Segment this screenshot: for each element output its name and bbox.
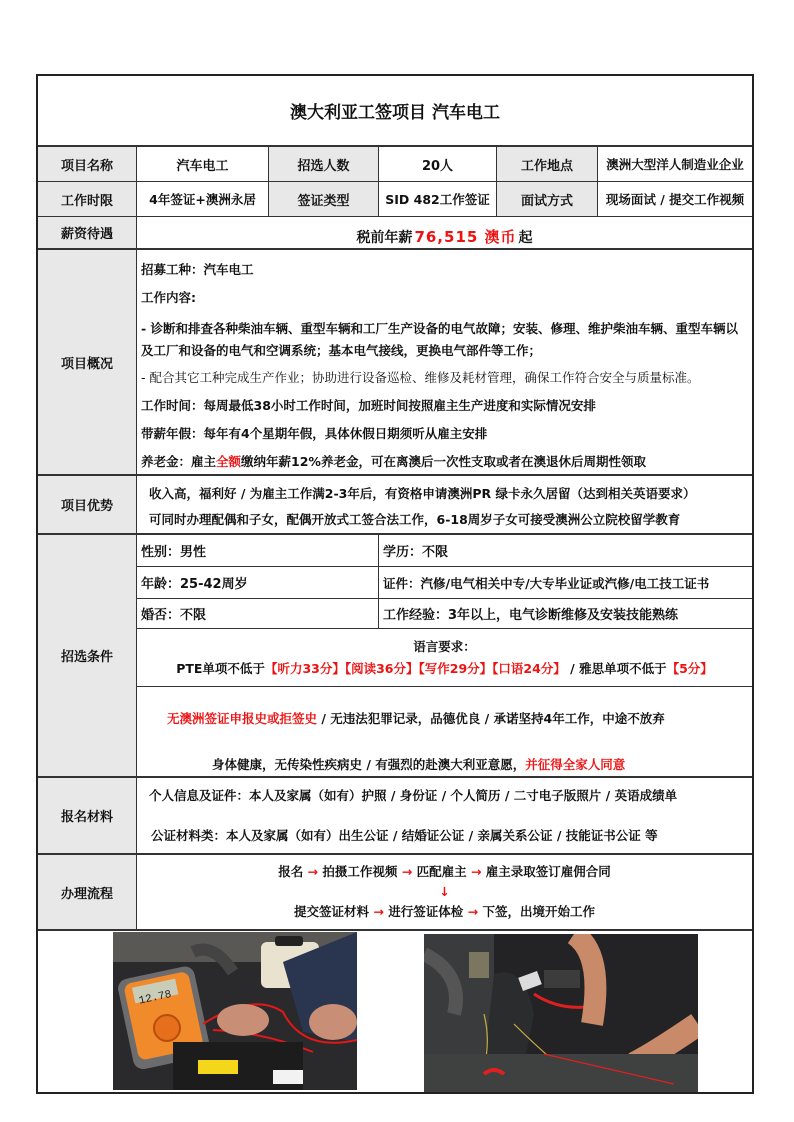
overview-content-heading: 工作内容: <box>141 290 196 305</box>
advantages-content <box>137 476 752 535</box>
pension-highlight: 全额 <box>216 454 242 469</box>
process-step-1: 报名 <box>278 864 304 879</box>
interview-value: 现场面试 / 提交工作视频 <box>598 182 752 217</box>
photo-multimeter <box>113 932 357 1090</box>
overview-job-type: 招募工种：汽车电工 <box>141 262 254 277</box>
pte-listening: 【听力33分】 <box>264 660 345 676</box>
condition-experience: 工作经验：3年以上，电气诊断维修及安装技能熟练 <box>379 599 752 629</box>
location-value: 澳洲大型洋人制造业企业 <box>598 147 752 182</box>
location-label: 工作地点 <box>497 147 598 182</box>
salary-value <box>137 217 752 250</box>
conduct-2-rest: 身体健康，无传染性疾病史 / 有强烈的赴澳大利亚意愿， <box>212 757 526 772</box>
ielts-score: 【5分】 <box>666 660 713 676</box>
process-step-7: 下签，出境开始工作 <box>482 904 595 919</box>
materials-label: 报名材料 <box>38 778 137 855</box>
process-step-3: 匹配雇主 <box>416 864 467 879</box>
overview-content <box>137 250 752 476</box>
project-name-value: 汽车电工 <box>137 147 269 182</box>
process-label: 办理流程 <box>38 855 137 931</box>
pte-reading: 【阅读36分】 <box>344 660 419 676</box>
multimeter-photo-icon <box>113 932 357 1090</box>
overview-duty-1: - 诊断和排查各种柴油车辆、重型车辆和工厂生产设备的电气故障；安装、修理、维护柴油车辆、重型车辆以及工厂和设备的电气和空调系统；基本电气接线，更换电气部件等工作； <box>141 321 739 358</box>
ielts-prefix: / 雅思单项不低于 <box>565 660 667 676</box>
advantages-line-1: 收入高，福利好 / 为雇主工作满2-3年后，有资格申请澳洲PR 绿卡永久居留（达到相关英语要求） <box>149 486 696 501</box>
process-row-2 <box>294 904 595 920</box>
svg-text:12.78: 12.78 <box>137 988 173 1008</box>
salary-label: 薪资待遇 <box>38 217 137 250</box>
advantages-label: 项目优势 <box>38 476 137 535</box>
pension-suffix: 缴纳年薪12%养老金，可在离澳后一次性支取或者在澳退休后周期性领取 <box>241 454 646 469</box>
arrow-right-icon: → <box>463 904 483 919</box>
overview-label: 项目概况 <box>38 250 137 476</box>
headcount-label: 招选人数 <box>269 147 379 182</box>
materials-line-2: 公证材料类：本人及家属（如有）出生公证 / 结婚证公证 / 亲属关系公证 / 技能证书公证 等 <box>151 828 658 843</box>
conditions-label: 招选条件 <box>38 535 137 778</box>
condition-language <box>137 629 752 687</box>
page-title: 澳大利亚工签项目 汽车电工 <box>38 76 752 147</box>
pte-speaking: 【口语24分】 <box>492 660 566 676</box>
pte-writing: 【写作29分】 <box>418 660 493 676</box>
condition-age: 年龄：25-42周岁 <box>137 567 379 599</box>
conduct-2-red: 并征得全家人同意 <box>525 757 626 772</box>
visa-value: SID 482工作签证 <box>379 182 497 217</box>
salary-prefix: 税前年薪 <box>356 229 413 246</box>
pension-prefix: 养老金：雇主 <box>141 454 217 469</box>
term-label: 工作时限 <box>38 182 137 217</box>
overview-pension <box>141 454 646 470</box>
salary-suffix: 起 <box>518 229 533 246</box>
language-requirements <box>176 661 713 677</box>
condition-certificate: 证件：汽修/电气相关中专/大专毕业证或汽修/电工技工证书 <box>379 567 752 599</box>
materials-line-1: 个人信息及证件：本人及家属（如有）护照 / 身份证 / 个人简历 / 二寸电子版照片 / 英语成绩单 <box>149 788 678 803</box>
overview-leave: 带薪年假：每年有4个星期年假，具体休假日期须听从雇主安排 <box>141 426 488 441</box>
condition-gender: 性别：男性 <box>137 535 379 567</box>
process-step-2: 拍摄工作视频 <box>322 864 398 879</box>
job-sheet <box>36 74 754 1094</box>
conduct-line-1 <box>167 711 665 727</box>
process-content <box>137 855 752 931</box>
overview-duty-2: - 配合其它工种完成生产作业；协助进行设备巡检、维修及耗材管理，确保工作符合安全与质量标准。 <box>141 370 700 385</box>
photo-wiring <box>424 934 698 1092</box>
overview-hours: 工作时间：每周最低38小时工作时间，加班时间按照雇主生产进度和实际情况安排 <box>141 398 596 413</box>
condition-conduct <box>137 687 752 778</box>
conduct-line-2 <box>212 757 625 773</box>
interview-label: 面试方式 <box>497 182 598 217</box>
conduct-1-red: 无澳洲签证申报史或拒签史 <box>167 711 318 726</box>
process-step-4: 雇主录取签订雇佣合同 <box>485 864 611 879</box>
visa-label: 签证类型 <box>269 182 379 217</box>
project-name-label: 项目名称 <box>38 147 137 182</box>
materials-content <box>137 778 752 855</box>
pte-prefix: PTE单项不低于 <box>176 660 265 676</box>
headcount-value: 20人 <box>379 147 497 182</box>
condition-education: 学历：不限 <box>379 535 752 567</box>
arrow-right-icon: → <box>466 864 486 879</box>
salary-amount: 76,515 澳币 <box>414 228 517 246</box>
arrow-right-icon: → <box>397 864 417 879</box>
process-step-6: 进行签证体检 <box>388 904 464 919</box>
process-row-1 <box>278 864 611 880</box>
process-step-5: 提交签证材料 <box>294 904 370 919</box>
conduct-1-rest: / 无违法犯罪记录，品德优良 / 承诺坚持4年工作，中途不放弃 <box>317 711 665 726</box>
language-heading: 语言要求： <box>413 638 476 654</box>
term-value: 4年签证+澳洲永居 <box>137 182 269 217</box>
condition-marital: 婚否：不限 <box>137 599 379 629</box>
advantages-line-2: 可同时办理配偶和子女，配偶开放式工签合法工作，6-18周岁子女可接受澳洲公立院校留学教育 <box>149 512 681 527</box>
arrow-down-icon: ↓ <box>439 884 450 899</box>
arrow-right-icon: → <box>369 904 389 919</box>
wiring-photo-icon <box>424 934 698 1092</box>
arrow-right-icon: → <box>303 864 323 879</box>
